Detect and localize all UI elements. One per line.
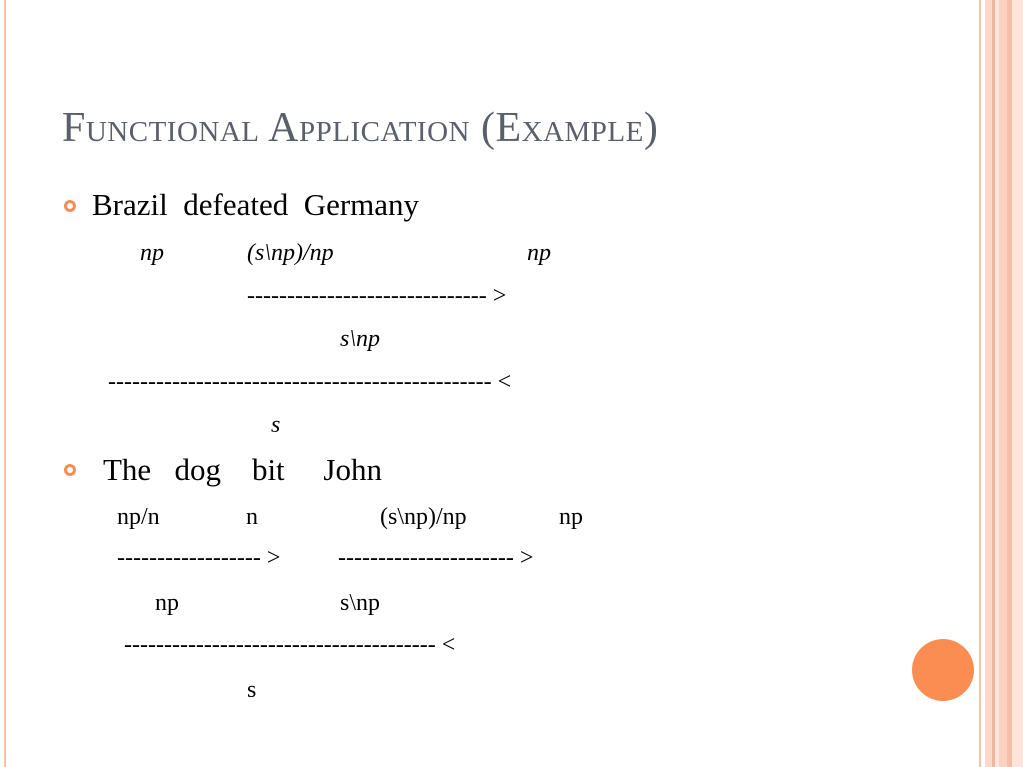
example2-result-np: np [155,590,179,616]
example2-backward-application-line: --------------------------------------- < [124,632,456,658]
slide-title: Functional Application (Example) [62,105,659,151]
decorative-stripe [1012,0,1023,767]
example2-forward-application-line-vp: ---------------------- > [338,545,534,571]
left-border [4,0,6,767]
example2-category-np: np [559,504,583,530]
decorative-stripe [999,0,1007,767]
example2-forward-application-line-np: ------------------ > [117,545,281,571]
example1-result-vp: s\np [340,326,381,352]
example2-result-s: s [247,677,257,703]
example1-category-verb: (s\np)/np [247,240,334,266]
example1-sentence: Brazil defeated Germany [92,187,420,222]
decorative-circle [912,639,974,701]
decorative-stripe [985,0,992,767]
example1-result-s: s [271,412,281,438]
example1-category-np-subject: np [140,240,164,266]
bullet-icon [64,464,76,476]
example2-category-det: np/n [117,504,160,530]
bullet-icon [64,200,76,212]
example2-result-vp: s\np [340,590,381,616]
decorative-stripe [979,0,981,767]
example2-sentence: The dog bit John [103,452,382,487]
example1-backward-application-line: ------------------------------------------------ < [108,369,512,395]
example2-category-verb: (s\np)/np [380,504,467,530]
example1-category-np-object: np [527,240,551,266]
example2-category-noun: n [246,504,258,530]
example1-forward-application-line: ------------------------------ > [247,283,507,309]
